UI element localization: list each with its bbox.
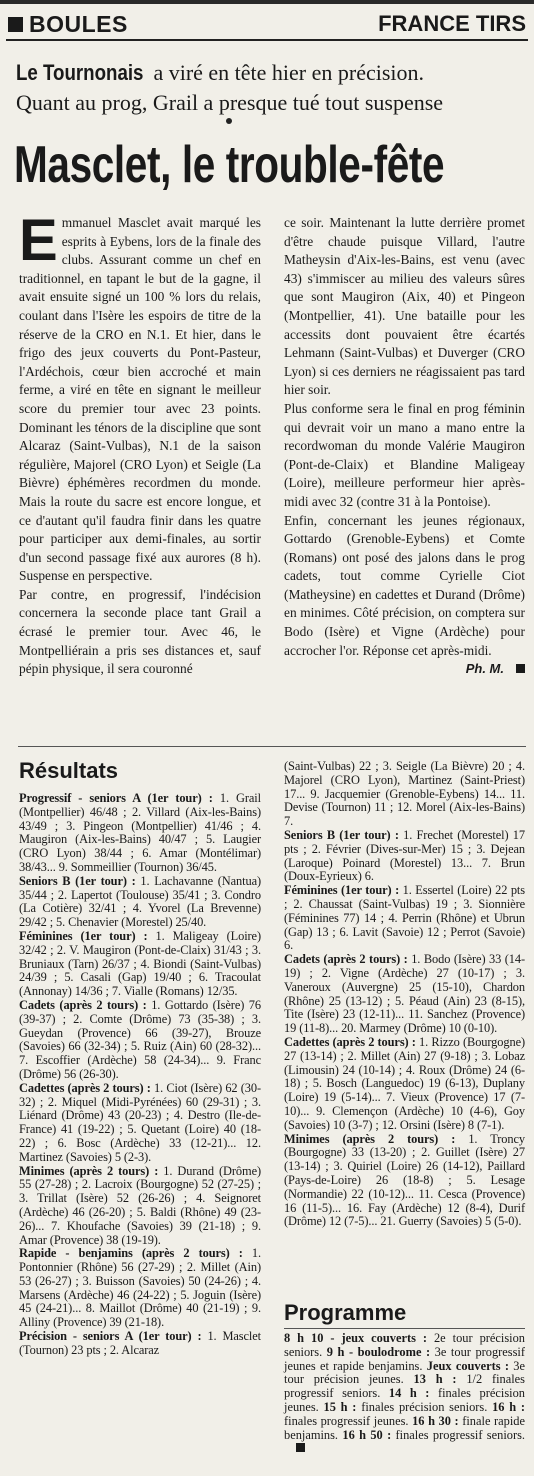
result-text: 1. Durand (Drôme) 55 (27-28) ; 2. Lacroix (Bourgogne) 52 (27-25) ; 3. Trillat (Isère) 52 (26-26) ; 4. Seignoret (Ardèche) 46 (26-20) ; 5. Baldi (Rhône) 49 (23-26)... 7. Khoufache (Savoies) 39 (21-18) ; 9. Amar (Provence) 38 (19-19). (19, 1163, 261, 1247)
programme-time: 16 h 50 : (342, 1427, 392, 1442)
article-paragraph: Par contre, en progressif, l'indécision concernera la seconde place tant Grail a écrasé le premier tour. Avec 46, le Montpelliérain a pris ses distances et, sauf pépin physique, il sera couronné (19, 586, 261, 677)
kicker-line1: a viré en tête hier en précision. (153, 60, 425, 85)
programme-time: 13 h : (413, 1372, 457, 1387)
result-category: Cadets (après 2 tours) : (19, 997, 147, 1012)
section-divider (18, 746, 526, 747)
programme-divider (284, 1328, 525, 1329)
programme-event: finales précision seniors. (356, 1399, 493, 1414)
result-category: Féminines (1er tour) : (19, 928, 148, 943)
result-entry (19, 1330, 261, 1358)
article-column-2 (284, 214, 525, 679)
result-entry (19, 875, 261, 930)
result-entry (19, 1165, 261, 1248)
result-category: Cadettes (après 2 tours) : (19, 1080, 151, 1095)
results-column-1 (19, 792, 261, 1358)
signature (284, 660, 525, 679)
drop-cap: E (19, 208, 58, 273)
programme-event: finale rapide benjamins. (284, 1413, 525, 1442)
kicker-line2: Quant au prog, Grail a presque tué tout suspense (16, 90, 444, 115)
result-text: 1. Masclet (Tournon) 23 pts ; 2. Alcaraz (19, 1329, 261, 1357)
programme-event: 1/2 finales progressif seniors. (284, 1372, 526, 1401)
result-entry (19, 999, 261, 1082)
programme-event: 2e tour précision seniors. (284, 1331, 525, 1359)
result-entry (19, 1082, 261, 1165)
programme-event: finales précision jeunes. (284, 1386, 525, 1414)
rubric-text: BOULES (29, 11, 128, 37)
article-column-1 (19, 208, 261, 679)
article-paragraph (19, 208, 261, 586)
programme-event: finales progressif jeunes. (284, 1413, 413, 1428)
article-paragraph: Enfin, concernant les jeunes régionaux, Gottardo (Grenoble-Eybens) et Comte (Romans) ont posé des jalons dans le prog cadets, tout comme Cyrielle Ciot (Matheysine) en cadettes et Durand (Drôme) en minimes. Côté précision, on comptera sur Bodo (Isère) et Vigne (Ardèche) pour accrocher l'or. Réponse cet après-midi. (284, 512, 525, 658)
programme-time: 16 h : (492, 1399, 526, 1414)
result-text: 1. Pontonnier (Rhône) 56 (27-29) ; 2. Millet (Ain) 53 (26-27) ; 3. Buisson (Savoies) 50 (24-26) ; 4. Marsens (Ardèche) 46 (24-22) ; 5. Joguin (Isère) 45 (24-21)... 8. Maillot (Drôme) 40 (21-19) ; 9. Alliny (Provence) 39 (21-18). (19, 1246, 262, 1330)
result-entry (284, 1036, 525, 1133)
result-text: 1. Lachavanne (Nantua) 35/44 ; 2. Lapertot (Toulouse) 35/41 ; 3. Condro (La Cotière) 32/41 ; 4. Yvorel (La Brevenne) 29/42 ; 5. Chenavier (Morestel) 25/40. (19, 873, 261, 930)
results-column-2 (284, 760, 525, 1229)
programme-time: 8 h 10 - jeux couverts : (284, 1331, 427, 1345)
result-entry (284, 884, 525, 953)
programme-time: 15 h : (323, 1399, 357, 1414)
result-text: 1. Frechet (Morestel) 17 pts ; 2. Février (Dives-sur-Mer) 15 ; 3. Dejean (Laroque) Poinard (Morestel) 13... 7. Brun (Doux-Eyrieux) 6. (284, 827, 525, 884)
result-category: Cadettes (après 2 tours) : (284, 1034, 416, 1049)
result-category: Précision - seniors A (1er tour) : (19, 1329, 202, 1344)
end-mark-icon (516, 664, 525, 673)
result-category: Rapide - benjamins (après 2 tours) : (19, 1246, 243, 1261)
page-header (6, 9, 528, 41)
programme-time: 16 h 30 : (412, 1413, 459, 1428)
result-text: 1. Essertel (Loire) 22 pts ; 2. Chaussat (Saint-Vulbas) 19 ; 3. Sionnière (Féminines 77) 14 ; 4. Perrin (Rhône) et Ubrun (Gap) 13 ; 6. Lavit (Savoie) 12 ; Perrot (Savoie) 6. (284, 883, 525, 953)
result-category: Progressif - seniors A (1er tour) : (19, 791, 213, 805)
result-text: 1. Ciot (Isère) 62 (30-32) ; 2. Miquel (Midi-Pyrénées) 60 (29-31) ; 3. Liénard (Drôme) 43 (20-23) ; 4. Destro (Ile-de-France) 41 (19-22) ; 5. Quetant (Loire) 40 (18-22) ; 6. Bosc (Ardèche) 33 (12-21)... 12. Martinez (Savoies) 5 (2-3). (19, 1080, 261, 1164)
square-bullet-icon (8, 17, 23, 32)
programme-event: 3e tour précision jeunes. (284, 1358, 525, 1387)
result-text: 1. Maligeay (Loire) 32/42 ; 2. V. Maugiron (Pont-de-Claix) 31/43 ; 3. Bruniaux (Tarn) 26/37 ; 4. Biondi (Saint-Vulbas) 24/39 ; 5. Casali (Gap) 19/40 ; 6. Tracoulat (Annonay) 14/36 ; 7. Vialle (Romans) 12/35. (19, 928, 261, 999)
dot-separator-icon (226, 118, 232, 124)
programme-time: 9 h - boulodrome : (326, 1344, 431, 1359)
article-text: mmanuel Masclet avait marqué les esprits à Eybens, lors de la finale des clubs. Assurant comme un chef en traditionnel, en tapant le but de la gagne, il avait ensuite signé un 100 % lors du relais, coulant dans l'Isère les espoirs de titre de la réserve de la CRO en N.1. Et hier, dans le frigo des jeux couverts du Pont-Pasteur, l'Ardéchois, cœur bien accroché et main ferme, a viré en tête en signant le meilleur score du premier tour avec 23 points. Dominant les ténors de la discipline que sont Alcaraz (Saint-Vulbas), N.1 de la saison régulière, Majorel (CRO Lyon) et Seigle (La Bièvre) éphémères recordmen du monde. Mais la route du sacre est encore longue, et ce d'autant qu'il faudra finir dans les quatre pour participer aux demi-finales, au sortir d'un second passage fixé aux aurores (8 h). Suspense en perspective. (19, 215, 261, 584)
result-entry (19, 792, 261, 875)
programme-body (284, 1332, 525, 1456)
programme-time: 14 h : (388, 1386, 430, 1401)
kicker-lead: Le Tournonais (16, 60, 144, 85)
result-entry (19, 930, 261, 999)
result-entry (284, 953, 525, 1036)
result-text: 1. Rizzo (Bourgogne) 27 (13-14) ; 2. Millet (Ain) 27 (9-18) ; 3. Lobaz (Limousin) 24 (10-14) ; 4. Roux (Drôme) 24 (6-18) ; 5. Bosch (Languedoc) 19 (6-13), Duplany (Loire) 19 (5-14)... 7. Vieux (Provence) 17 (7-10)... 9. Clemençon (Ardèche) 10 (4-6), Goy (Savoies) 10 (3-7) ; 12. Orsini (Isère) 8 (7-1). (284, 1034, 525, 1132)
result-category: Féminines (1er tour) : (284, 883, 400, 898)
article-paragraph: Plus conforme sera le final en prog féminin qui devrait voir un mano a mano entre la recordwoman du monde Valérie Maugiron (Pont-de-Claix) et Blandine Maligeay (Loire), meilleure performeur hier après-midi avec 32 (contre 31 à la Pontoise). (284, 400, 525, 509)
result-entry (284, 1133, 525, 1230)
result-text: 1. Gottardo (Isère) 76 (39-37) ; 2. Comte (Drôme) 73 (35-38) ; 3. Gueydan (Provence) 66 (39-27), Brouze (Savoies) 66 (32-34) ; 5. Ruiz (Ain) 60 (28-32)... 7. Escoffier (Ardèche) 58 (24-34)... 9. Franc (Drôme) 56 (26-30). (19, 997, 261, 1081)
rubric-label (8, 11, 128, 38)
result-text: (Saint-Vulbas) 22 ; 3. Seigle (La Bièvre) 20 ; 4. Majorel (CRO Lyon), Martinez (Saint-Priest) 17... 9. Jacquemier (Grenoble-Eybens) 14... 11. Devise (Tournon) 11 ; 12. Morel (Aix-les-Bains) 7. (284, 759, 525, 829)
article-paragraph: ce soir. Maintenant la lutte derrière promet d'être chaude puisque Villard, l'autre Matheysin d'Aix-les-Bains, est venu (avec 43) s'immiscer au milieu des valeurs sûres que sont Maugiron (Aix, 40) et Pingeon (Montpellier, 41). Une bataille pour les accessits dont pouvaient être écartés Lehmann (Saint-Vulbas) et Duverger (CRO Lyon) si ces derniers ne réagissaient pas tard hier soir. (284, 215, 525, 398)
top-border (0, 0, 534, 4)
result-category: Minimes (après 2 tours) : (284, 1131, 456, 1146)
programme-event: finales progressif seniors. (391, 1427, 525, 1442)
result-category: Minimes (après 2 tours) : (19, 1163, 159, 1178)
signature-text: Ph. M. (465, 661, 504, 677)
result-text: 1. Troncy (Bourgogne) 33 (13-20) ; 2. Guillet (Isère) 27 (13-14) ; 3. Quiriel (Loire) 26 (14-12), Paillard (Pays-de-Loire) 26 (18-8) ; 5. Lesage (Normandie) 22 (10-12)... 11. Cesca (Provence) 16 (11-5)... 16. Fay (Ardèche) 12 (8-4), Durif (Drôme) 12 (7-5)... 21. Guerry (Savoies) 5 (5-0). (284, 1131, 525, 1229)
section-label: FRANCE TIRS (378, 11, 526, 36)
result-entry (284, 760, 525, 829)
result-text: 1. Grail (Montpellier) 46/48 ; 2. Villard (Aix-les-Bains) 43/49 ; 3. Pingeon (Montpellier) 41/46 ; 4. Maugiron (Aix-les-Bains) 40/47 ; 5. Laugier (CRO Lyon) 38/44 ; 6. Amar (Montélimar) 38/43... 9. Sommeillier (Tournon) 36/45. (19, 791, 261, 874)
result-category: Seniors B (1er tour) : (284, 827, 399, 842)
programme-text (284, 1332, 525, 1456)
result-entry (284, 829, 525, 884)
results-title: Résultats (19, 758, 119, 783)
result-category: Cadets (après 2 tours) : (284, 952, 408, 967)
programme-event: 3e tour progressif jeunes et rapide benjamins. (284, 1344, 525, 1373)
headline: Masclet, le trouble-fête (14, 136, 445, 194)
end-mark-icon (296, 1443, 305, 1452)
result-category: Seniors B (1er tour) : (19, 873, 136, 888)
programme-title: Programme (284, 1300, 407, 1325)
kicker (16, 58, 526, 118)
programme-time: Jeux couverts : (426, 1358, 509, 1373)
result-entry (19, 1247, 261, 1330)
result-text: 1. Bodo (Isère) 33 (14-19) ; 2. Vigne (Ardèche) 27 (10-17) ; 3. Vaneroux (Auvergne) 25 (15-10), Chardon (Rhône) 25 (13-12) ; 5. Péaud (Ain) 23 (8-15), Tite (Isère) 23 (12-11)... 11. Sanchez (Provence) 19 (11-8)... 20. Marmey (Drôme) 10 (0-10). (284, 952, 525, 1036)
